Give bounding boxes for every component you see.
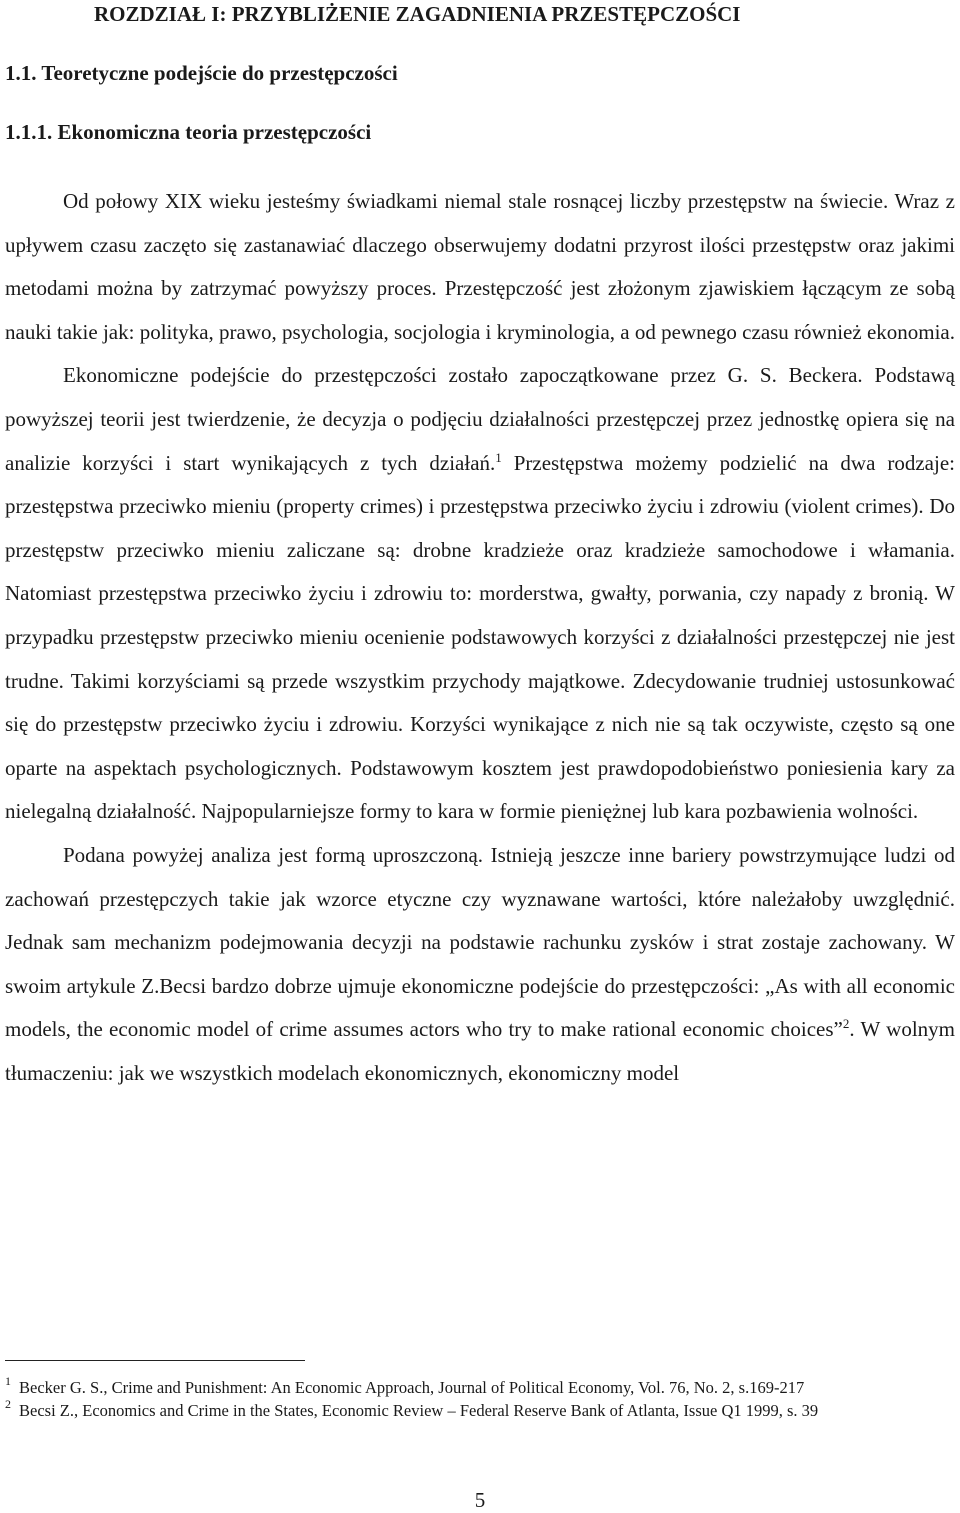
page-number: 5 [474, 1488, 486, 1512]
section-heading: 1.1. Teoretyczne podejście do przestępczości [5, 61, 398, 85]
footnote-1-text: Becker G. S., Crime and Punishment: An Economic Approach, Journal of Political Economy, Vol. 76, No. 2, s.169-217 [19, 1378, 805, 1397]
paragraph-3-text-b: . W wolnym tłumaczeniu: jak we wszystkich modelach ekonomicznych, ekonomiczny model [5, 1017, 956, 1085]
footnote-ref-2[interactable]: 2 [842, 1016, 850, 1032]
footnote-1 [5, 1376, 955, 1399]
paragraph-2 [5, 354, 955, 834]
footnote-ref-1[interactable]: 1 [495, 449, 502, 465]
footnote-1-number: 1 [5, 1374, 11, 1388]
footnote-2-number: 2 [5, 1397, 11, 1411]
subsection-heading: 1.1.1. Ekonomiczna teoria przestępczości [5, 120, 372, 144]
chapter-heading: ROZDZIAŁ I: PRZYBLIŻENIE ZAGADNIENIA PRZESTĘPCZOŚCI [94, 2, 741, 26]
footnote-2 [5, 1399, 955, 1422]
footnote-separator [5, 1360, 305, 1361]
footnote-2-text: Becsi Z., Economics and Crime in the States, Economic Review – Federal Reserve Bank of Atlanta, Issue Q1 1999, s. 39 [19, 1401, 819, 1420]
paragraph-2-text-a: Ekonomiczne podejście do przestępczości zostało zapoczątkowane przez G. S. Beckera. Podstawą powyższej teorii jest twierdzenie, że decyzja o podjęciu działalności przestępczej przez jednostkę opiera się na analizie korzyści i start wynikających z tych działań. [5, 363, 955, 475]
body-text [5, 180, 955, 1095]
footnotes [5, 1376, 955, 1422]
paragraph-2-text-b: Przestępstwa możemy podzielić na dwa rodzaje: przestępstwa przeciwko mieniu (property crimes) i przestępstwa przeciwko życiu i zdrowiu (violent crimes). Do przestępstw przeciwko mieniu zaliczane są: drobne kradzieże oraz kradzieże samochodowe i włamania. Natomiast przestępstwa przeciwko życiu i zdrowiu to: morderstwa, gwałty, porwania, czy napady z bronią. W przypadku przestępstw przeciwko mieniu ocenienie podstawowych korzyści z działalności przestępczej nie jest trudne. Takimi korzyściami są przede wszystkim przychody majątkowe. Zdecydowanie trudniej ustosunkować się do przestępstw przeciwko życiu i zdrowiu. Korzyści wynikające z nich nie są tak oczywiste, często są one oparte na aspektach psychologicznych. Podstawowym kosztem jest prawdopodobieństwo poniesienia kary za nielegalną działalność. Najpopularniejsze formy to kara w formie pieniężnej lub kara pozbawienia wolności. [5, 450, 955, 824]
paragraph-3-text-a: Podana powyżej analiza jest formą uproszczoną. Istnieją jeszcze inne bariery powstrzymujące ludzi od zachowań przestępczych takie jak wzorce etyczne czy wyznawane wartości, które należałoby uwzględnić. Jednak sam mechanizm podejmowania decyzji na podstawie rachunku zysków i strat zostaje zachowany. W swoim artykule Z.Becsi bardzo dobrze ujmuje ekonomiczne podejście do przestępczości: „As with all economic models, the economic model of crime assumes actors who try to make rational economic choices” [5, 842, 955, 1042]
paragraph-1: Od połowy XIX wieku jesteśmy świadkami niemal stale rosnącej liczby przestępstw na świecie. Wraz z upływem czasu zaczęto się zastanawiać dlaczego obserwujemy dodatni przyrost ilości przestępstw oraz jakimi metodami można by zatrzymać powyższy proces. Przestępczość jest złożonym zjawiskiem łączącym ze sobą nauki takie jak: polityka, prawo, psychologia, socjologia i kryminologia, a od pewnego czasu również ekonomia. [5, 189, 956, 344]
paragraph-3 [5, 834, 955, 1096]
